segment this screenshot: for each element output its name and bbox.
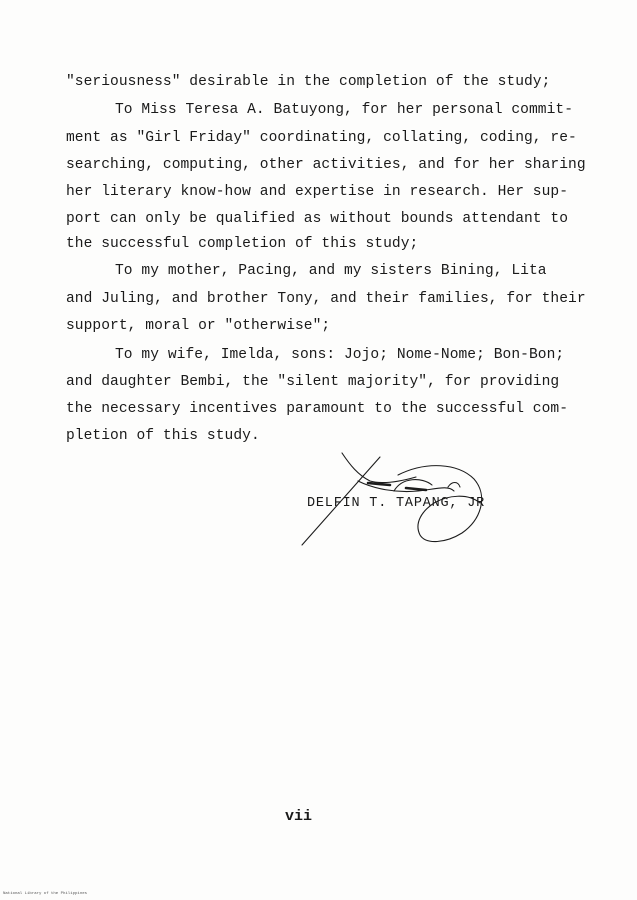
text-line: "seriousness" desirable in the completion of the study; (66, 74, 551, 90)
text-line: her literary know-how and expertise in research. Her sup- (66, 184, 569, 200)
text-line: ment as "Girl Friday" coordinating, collating, coding, re- (66, 130, 577, 146)
signatory-name: DELFIN T. TAPANG, JR (307, 496, 486, 511)
text-line: pletion of this study. (66, 428, 260, 444)
text-line: the necessary incentives paramount to the successful com- (66, 401, 569, 417)
paragraph-start: To my wife, Imelda, sons: Jojo; Nome-Nome; Bon-Bon; (115, 347, 565, 363)
text-line: the successful completion of this study; (66, 236, 419, 252)
paragraph-start: To my mother, Pacing, and my sisters Bining, Lita (115, 263, 547, 279)
page-number: vii (285, 808, 313, 825)
text-line: support, moral or "otherwise"; (66, 318, 331, 334)
text-line: and Juling, and brother Tony, and their families, for their (66, 291, 586, 307)
text-line: searching, computing, other activities, and for her sharing (66, 157, 586, 173)
footer-note: National Library of the Philippines (3, 892, 88, 896)
text-line: port can only be qualified as without bounds attendant to (66, 211, 569, 227)
text-line: and daughter Bembi, the "silent majority", for providing (66, 374, 560, 390)
paragraph-start: To Miss Teresa A. Batuyong, for her personal commit- (115, 102, 573, 118)
